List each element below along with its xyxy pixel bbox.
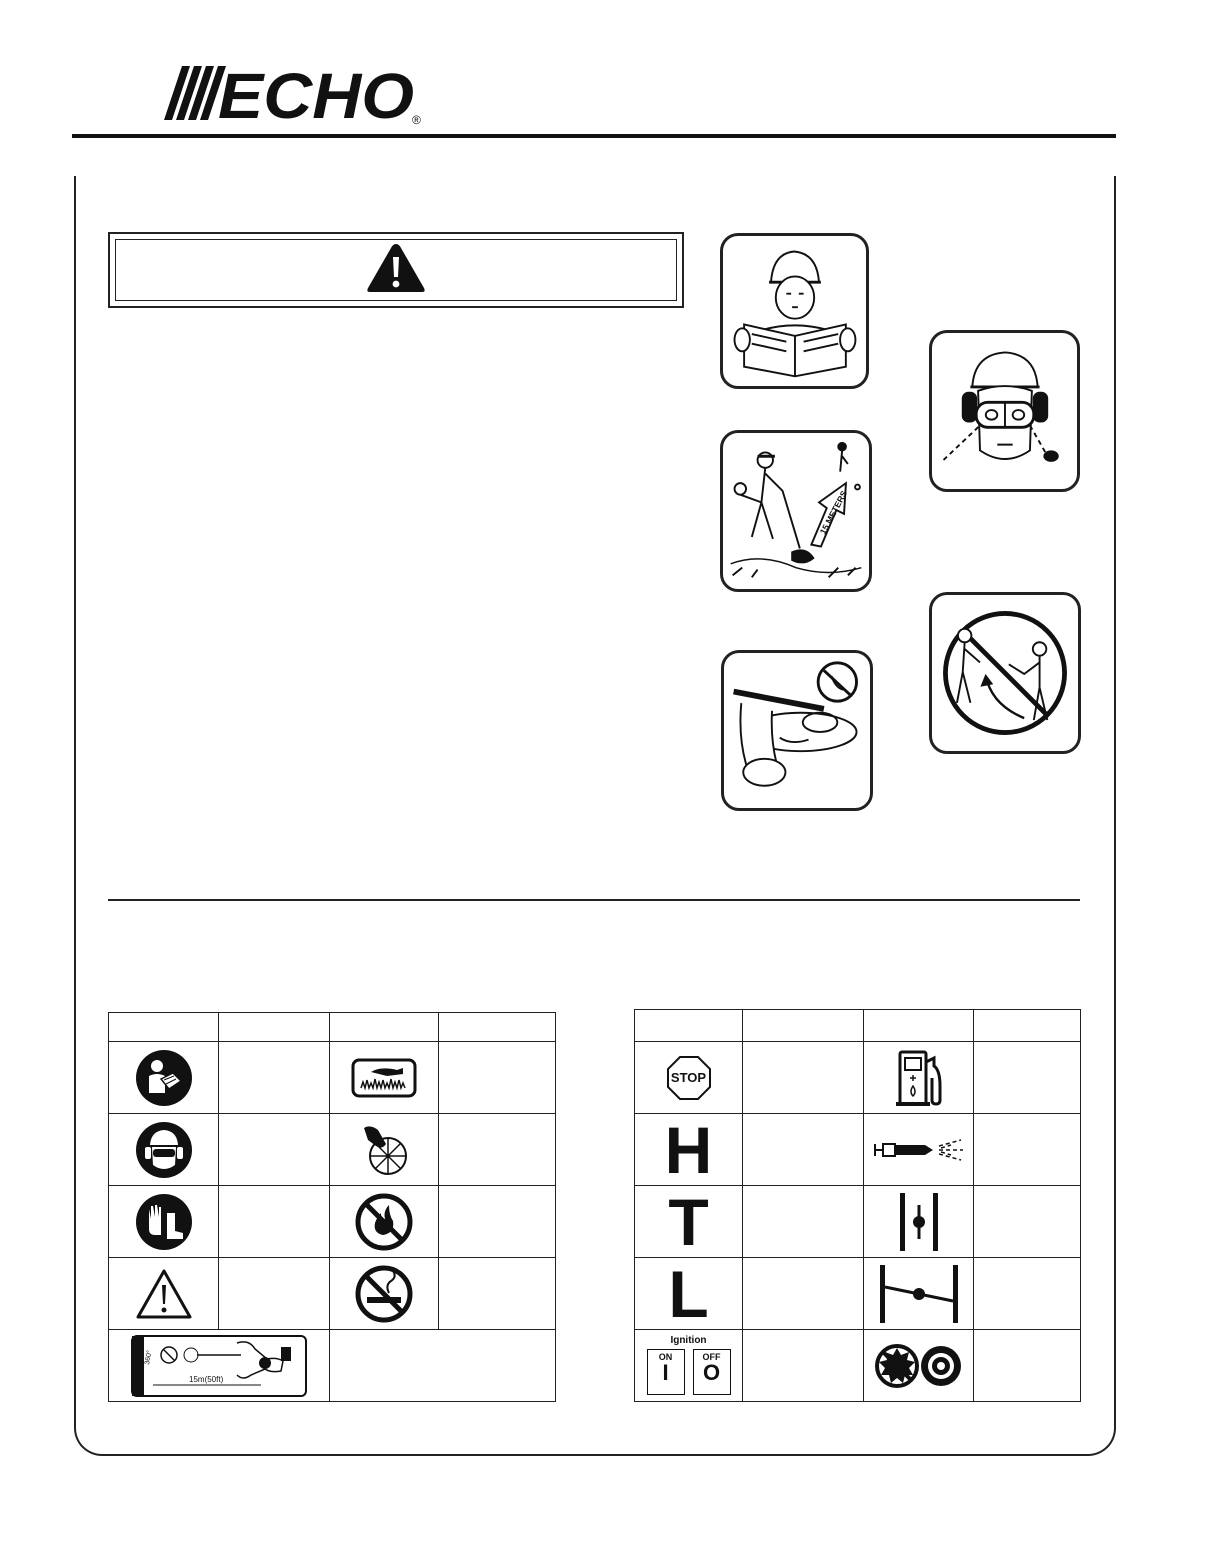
t-needle-label: T [668, 1184, 709, 1259]
ignition-switch-icon [641, 1335, 737, 1397]
table-row [635, 1042, 1081, 1114]
choke-open-icon [896, 1191, 942, 1253]
section-divider [108, 899, 1080, 901]
on-symbol: I [662, 1359, 669, 1385]
header-rule [72, 134, 1116, 138]
warning-triangle-icon [365, 241, 427, 300]
off-switch [693, 1349, 731, 1395]
off-symbol: O [702, 1359, 721, 1385]
h-needle-label: H [664, 1112, 713, 1187]
choke-closed-icon [876, 1263, 962, 1325]
on-switch [647, 1349, 685, 1395]
table-row [109, 1258, 556, 1330]
gloves-boots-icon [135, 1193, 193, 1251]
left-symbol-table [108, 1012, 556, 1402]
logo-text: ECHO [218, 66, 414, 126]
echo-logo [160, 66, 430, 126]
table-row [109, 1042, 556, 1114]
table-row [635, 1330, 1081, 1402]
hot-surface-hand-icon [351, 1058, 417, 1098]
table-header-row [635, 1010, 1081, 1042]
table-row [109, 1114, 556, 1186]
table-row [109, 1330, 556, 1402]
ignition-label: Ignition [670, 1334, 707, 1346]
fuel-pump-icon [894, 1046, 944, 1110]
primer-pump-icon [873, 1138, 965, 1162]
read-manual-icon [135, 1049, 193, 1107]
head-eye-ear-protection-icon [135, 1121, 193, 1179]
15m-safety-distance-decal-icon [131, 1335, 307, 1397]
illustration-safety-zone [720, 430, 872, 592]
table-header-row [109, 1013, 556, 1042]
decal-angle: 360° [144, 1349, 154, 1365]
table-row [635, 1186, 1081, 1258]
table-row [635, 1258, 1081, 1330]
table-row [109, 1186, 556, 1258]
right-symbol-table [634, 1009, 1081, 1402]
illustration-read-manual [720, 233, 869, 389]
decal-distance: 15m(50ft) [189, 1374, 224, 1384]
on-label: ON [658, 1351, 673, 1362]
registered-mark: ® [412, 113, 421, 126]
off-label: OFF [702, 1351, 721, 1362]
stop-label: STOP [670, 1069, 707, 1085]
stop-sign-icon [666, 1055, 712, 1101]
safety-zone-label: 15 METERS [817, 488, 850, 536]
no-smoking-icon [355, 1265, 413, 1323]
no-metal-blade-icon [873, 1343, 965, 1389]
l-needle-label: L [668, 1256, 709, 1331]
rotating-blade-hand-icon [360, 1122, 408, 1178]
table-row [635, 1114, 1081, 1186]
illustration-eye-ear-protection [929, 330, 1080, 492]
illustration-hand-cutting-head [721, 650, 873, 811]
warning-box [108, 232, 684, 308]
no-open-flame-icon [355, 1193, 413, 1251]
caution-triangle-icon [135, 1268, 193, 1320]
illustration-no-bystanders [929, 592, 1081, 754]
